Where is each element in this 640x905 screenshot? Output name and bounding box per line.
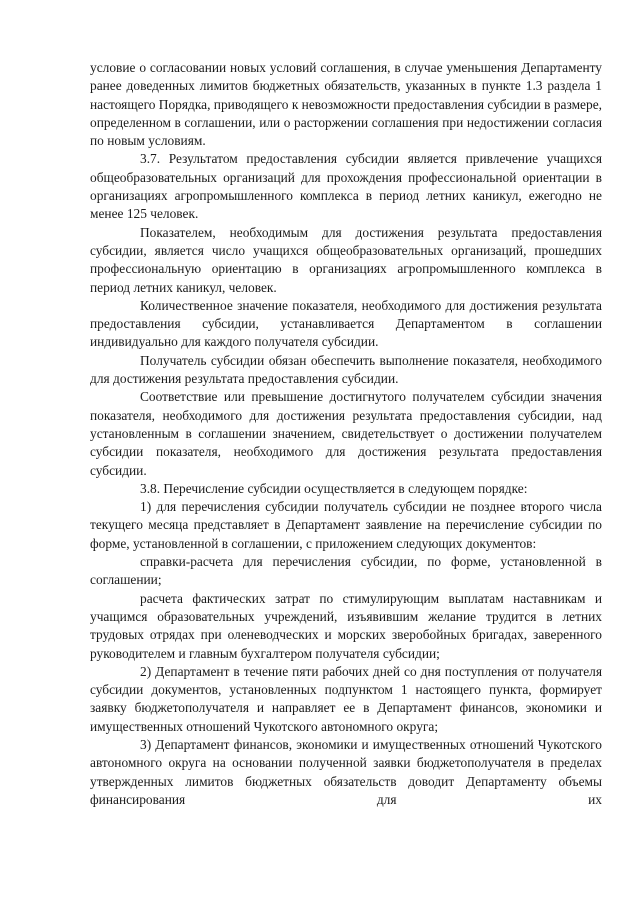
list-item-3-finance-department: 3) Департамент финансов, экономики и имущественных отношений Чукотского автономного округа на основании полученной заявки бюджетополучателя в пределах утвержденных лимитов бюджетных обязательств доводит Департаменту объемы финансирования для их [90, 736, 602, 807]
paragraph-compliance: Соответствие или превышение достигнутого получателем субсидии значения показателя, необходимого для достижения результата предоставления субсидии, над установленным в соглашении значением, свидетельствует о достижении получателем субсидии показателя, необходимого для достижения результата предоставления субсидии. [90, 389, 602, 478]
paragraph-agreement-conditions: условие о согласовании новых условий соглашения, в случае уменьшения Департаменту ранее доведенных лимитов бюджетных обязательств, указанных в пункте 1.3 раздела 1 настоящего Порядка, приводящего к невозможности предоставления субсидии в размере, определенном в соглашении, или о расторжении соглашения при недостижении согласия по новым условиям. [90, 60, 602, 149]
list-item-2-department: 2) Департамент в течение пяти рабочих дней со дня поступления от получателя субсидии документов, установленных подпунктом 1 настоящего пункта, формирует заявку бюджетополучателя и направляет ее в Департамент финансов, экономики и имущественных отношений Чукотского автономного округа; [90, 663, 602, 734]
paragraph-3-7-result: 3.7. Результатом предоставления субсидии является привлечение учащихся общеобразовательных организаций для прохождения профессиональной ориентации в организациях агропромышленного комплекса в период летних каникул, ежегодно не менее 125 человек. [90, 151, 602, 222]
list-item-1-application: 1) для перечисления субсидии получатель субсидии не позднее второго числа текущего месяца представляет в Департамент заявление на перечисление субсидии по форме, установленной в соглашении, с приложением следующих документов: [90, 499, 602, 551]
list-item-actual-costs: расчета фактических затрат по стимулирующим выплатам наставникам и учащимся образовательных учреждений, изъявившим желание трудится в летних трудовых отрядах при оленеводческих и морских зверобойных бригадах, заверенного руководителем и главным бухгалтером получателя субсидии; [90, 590, 602, 661]
document-body [90, 59, 602, 809]
list-item-calculation-reference: справки-расчета для перечисления субсидии, по форме, установленной в соглашении; [90, 554, 602, 588]
paragraph-indicator: Показателем, необходимым для достижения результата предоставления субсидии, является число учащихся общеобразовательных организаций, прошедших профессиональную ориентацию в организациях агропромышленного комплекса в период летних каникул, человек. [90, 224, 602, 295]
paragraph-3-8-transfer: 3.8. Перечисление субсидии осуществляется в следующем порядке: [140, 480, 528, 496]
paragraph-indicator-value: Количественное значение показателя, необходимого для достижения результата предоставления субсидии, устанавливается Департаментом в соглашении индивидуально для каждого получателя субсидии. [90, 297, 602, 350]
paragraph-recipient-obligation: Получатель субсидии обязан обеспечить выполнение показателя, необходимого для достижения результата предоставления субсидии. [90, 352, 602, 387]
